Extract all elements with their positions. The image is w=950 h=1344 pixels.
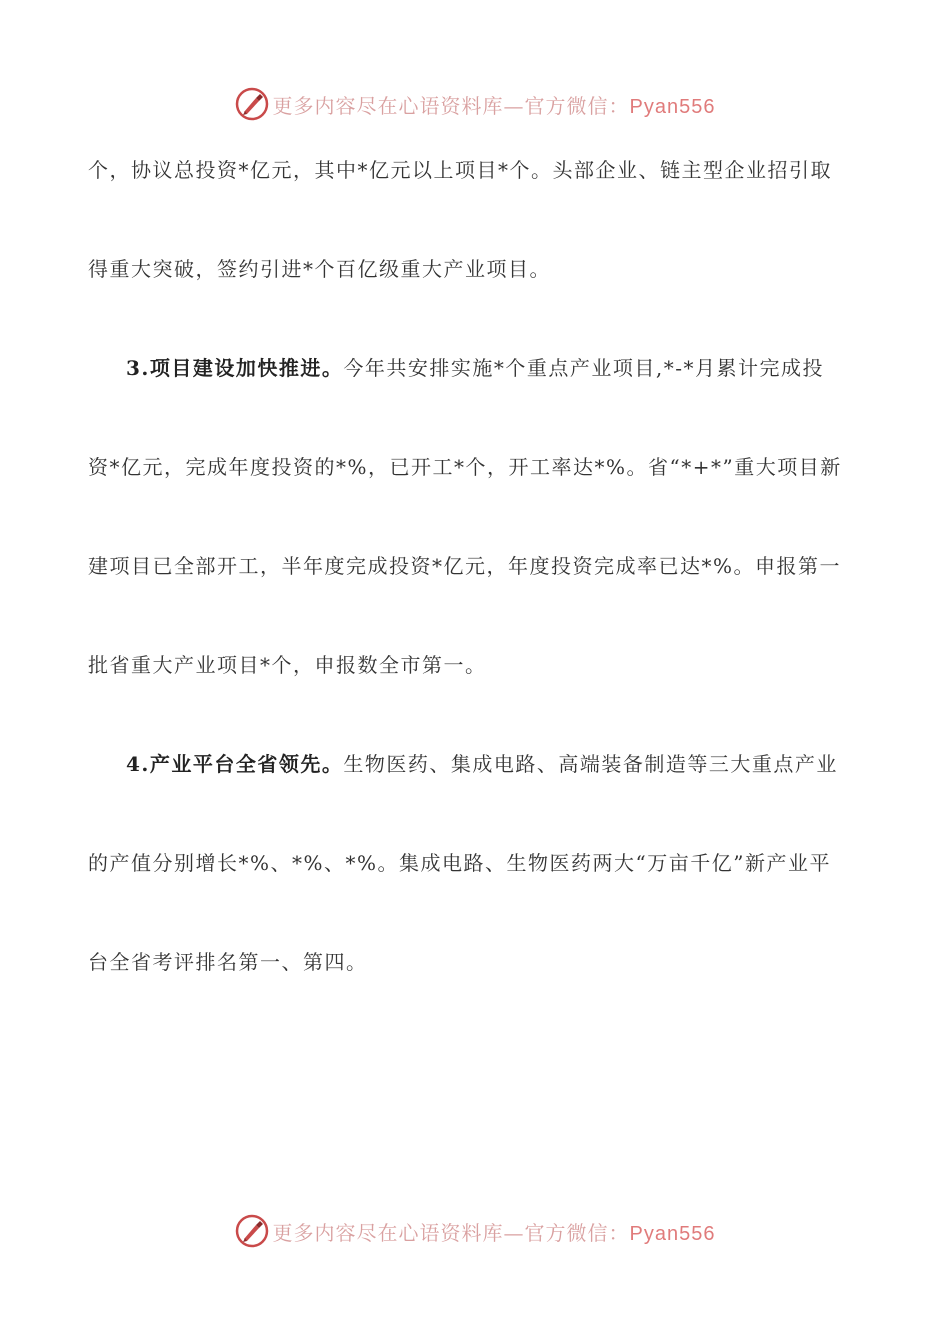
document-body	[88, 148, 864, 1039]
footer-watermark	[0, 1211, 950, 1251]
header-watermark	[0, 84, 950, 124]
watermark-text: 更多内容尽在心语资料库—官方微信：Pyan556	[272, 1220, 716, 1245]
text-line: 个，协议总投资*亿元，其中*亿元以上项目*个。头部企业、链主型企业招引取	[88, 158, 832, 182]
watermark-text: 更多内容尽在心语资料库—官方微信：Pyan556	[272, 93, 716, 118]
text-line: 4.产业平台全省领先。生物医药、集成电路、高端装备制造等三大重点产业	[126, 752, 838, 776]
text-line: 得重大突破，签约引进*个百亿级重大产业项目。	[88, 257, 551, 281]
text-line: 批省重大产业项目*个，申报数全市第一。	[88, 653, 487, 677]
pen-logo-icon	[235, 1214, 269, 1248]
text-line: 台全省考评排名第一、第四。	[88, 950, 368, 974]
pen-logo-icon	[235, 87, 269, 121]
text-line: 3.项目建设加快推进。今年共安排实施*个重点产业项目,*-*月累计完成投	[126, 356, 825, 380]
text-line: 建项目已全部开工，半年度完成投资*亿元，年度投资完成率已达*%。申报第一	[88, 554, 842, 578]
text-line: 的产值分别增长*%、*%、*%。集成电路、生物医药两大“万亩千亿”新产业平	[88, 851, 831, 875]
section-heading: 3.项目建设加快推进。	[126, 356, 344, 380]
section-heading: 4.产业平台全省领先。	[126, 752, 344, 776]
text-line: 资*亿元，完成年度投资的*%，已开工*个，开工率达*%。省“*+*”重大项目新	[88, 455, 842, 479]
